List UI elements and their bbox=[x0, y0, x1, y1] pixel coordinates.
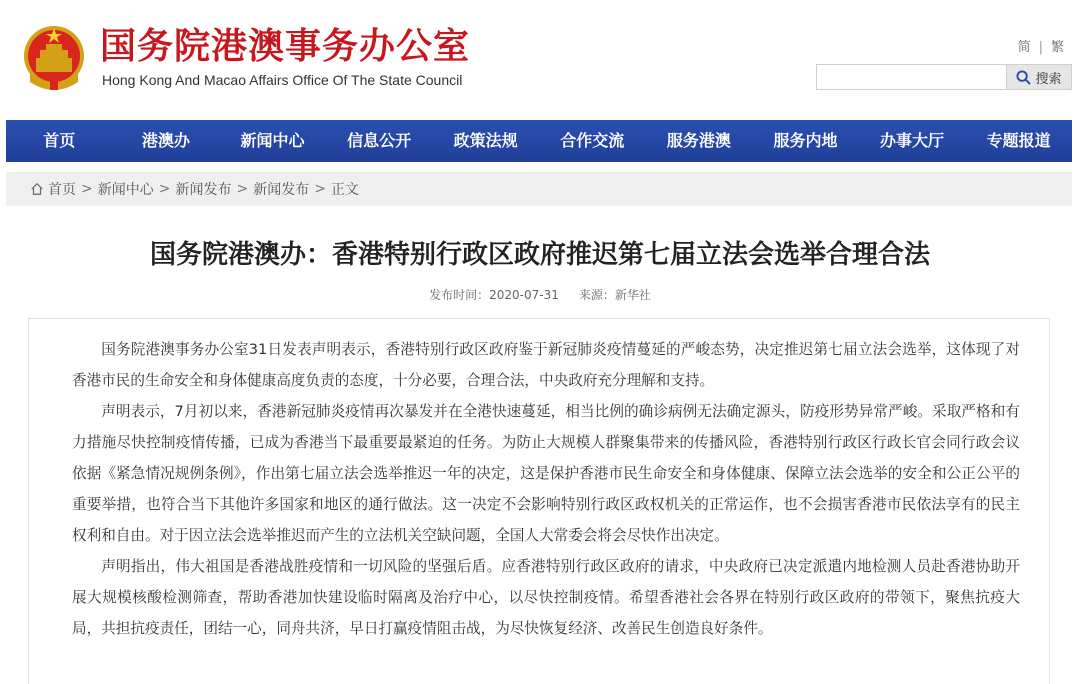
breadcrumb-news-release[interactable]: 新闻发布 bbox=[175, 182, 232, 198]
breadcrumb-home[interactable]: 首页 bbox=[48, 182, 76, 198]
search-button-label: 搜索 bbox=[1035, 71, 1062, 87]
source-value: 新华社 bbox=[614, 288, 651, 302]
lang-traditional-link[interactable]: 繁 bbox=[1050, 40, 1064, 55]
breadcrumb-news-center[interactable]: 新闻中心 bbox=[97, 182, 154, 198]
nav-item-policies[interactable]: 政策法规 bbox=[453, 131, 518, 150]
article-title: 国务院港澳办：香港特别行政区政府推迟第七届立法会选举合理合法 bbox=[149, 240, 930, 270]
breadcrumb-separator: > bbox=[158, 181, 171, 197]
breadcrumb-news-release-sub[interactable]: 新闻发布 bbox=[253, 182, 310, 198]
source-label: 来源： bbox=[578, 288, 615, 302]
search-button[interactable] bbox=[1006, 64, 1072, 90]
nav-item-cooperation[interactable]: 合作交流 bbox=[560, 131, 625, 150]
nav-item-info-disclosure[interactable]: 信息公开 bbox=[347, 131, 412, 150]
search-input[interactable] bbox=[816, 64, 1014, 90]
nav-item-serve-hkmacao[interactable]: 服务港澳 bbox=[666, 131, 731, 150]
main-nav bbox=[6, 120, 1072, 162]
breadcrumb-current: 正文 bbox=[330, 182, 359, 198]
national-emblem-icon[interactable] bbox=[22, 22, 86, 92]
article-meta bbox=[0, 286, 1080, 303]
lang-separator: | bbox=[1038, 40, 1043, 55]
publish-date: 2020-07-31 bbox=[489, 288, 559, 302]
publish-label: 发布时间： bbox=[429, 288, 490, 302]
site-title-cn[interactable]: 国务院港澳事务办公室 bbox=[100, 26, 471, 67]
search-bar bbox=[816, 64, 1072, 90]
nav-item-home[interactable]: 首页 bbox=[43, 131, 76, 150]
article-paragraph-1: 国务院港澳事务办公室31日发表声明表示，香港特别行政区政府鉴于新冠肺炎疫情蔓延的严峻态势，决定推迟第七届立法会选举，这体现了对香港市民的生命安全和身体健康高度负责的态度，十分必要，合理合法，中央政府充分理解和支持。 bbox=[72, 341, 1020, 389]
article-paragraph-2: 声明表示，7月初以来，香港新冠肺炎疫情再次暴发并在全港快速蔓延，相当比例的确诊病例无法确定源头，防疫形势异常严峻。采取严格和有力措施尽快控制疫情传播，已成为香港当下最重要最紧迫的任务。为防止大规模人群聚集带来的传播风险，香港特别行政区行政长官会同行政会议依据《紧急情况规例条例》，作出第七届立法会选举推迟一年的决定，这是保护香港市民生命安全和身体健康、保障立法会选举的安全和公正公平的重要举措，也符合当下其他许多国家和地区的通行做法。这一决定不会影响特别行政区政权机关的正常运作，也不会损害香港市民依法享有的民主权利和自由。对于因立法会选举推迟而产生的立法机关空缺问题，全国人大常委会将会尽快作出决定。 bbox=[72, 403, 1020, 544]
breadcrumb bbox=[6, 172, 1072, 206]
nav-item-serve-mainland[interactable]: 服务内地 bbox=[773, 131, 838, 150]
breadcrumb-separator: > bbox=[236, 181, 249, 197]
article-paragraph-3: 声明指出，伟大祖国是香港战胜疫情和一切风险的坚强后盾。应香港特别行政区政府的请求，中央政府已决定派遣内地检测人员赴香港协助开展大规模核酸检测筛查，帮助香港加快建设临时隔离及治疗中心，以尽快控制疫情。希望香港社会各界在特别行政区政府的带领下，聚焦抗疫大局，共担抗疫责任，团结一心，同舟共济，早日打赢疫情阻击战，为尽快恢复经济、改善民生创造良好条件。 bbox=[72, 558, 1020, 637]
nav-item-special-reports[interactable]: 专题报道 bbox=[986, 131, 1051, 150]
nav-item-hkmao[interactable]: 港澳办 bbox=[141, 131, 190, 150]
breadcrumb-separator: > bbox=[81, 181, 93, 197]
article-body bbox=[72, 334, 1020, 644]
nav-item-news-center[interactable]: 新闻中心 bbox=[240, 131, 305, 150]
nav-item-service-hall[interactable]: 办事大厅 bbox=[880, 131, 945, 150]
home-icon bbox=[30, 182, 44, 196]
site-header bbox=[0, 0, 1080, 118]
lang-simplified-link[interactable]: 简 bbox=[1017, 40, 1031, 55]
search-icon bbox=[1016, 70, 1031, 85]
site-title-en: Hong Kong And Macao Affairs Office Of The State Council bbox=[102, 72, 463, 88]
breadcrumb-separator: > bbox=[314, 181, 326, 197]
language-switch bbox=[1014, 36, 1068, 55]
